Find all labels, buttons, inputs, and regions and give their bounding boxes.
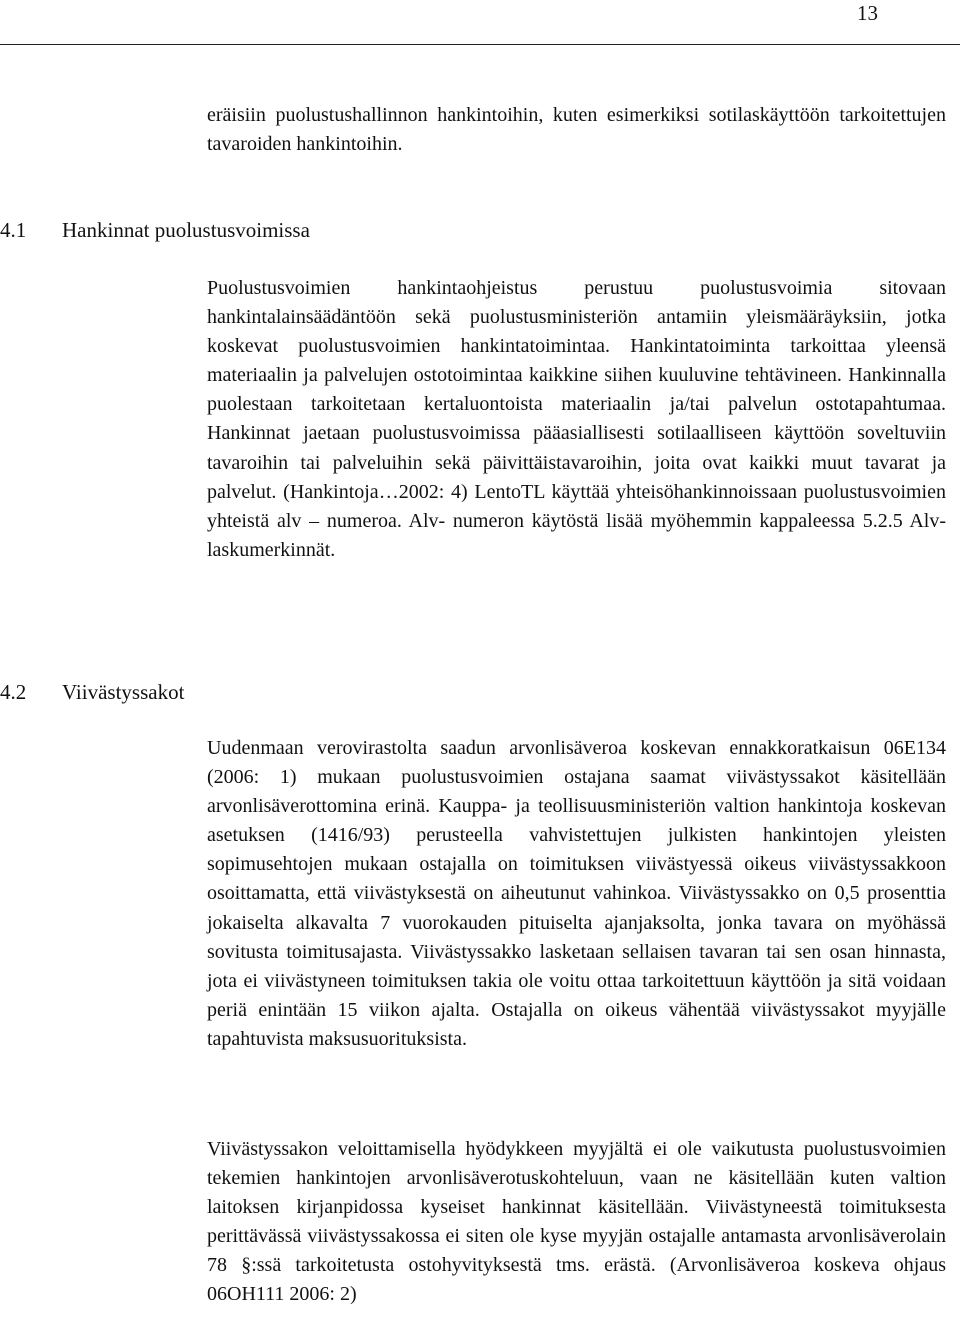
intro-paragraph: eräisiin puolustushallinnon hankintoihin, kuten esimerkiksi sotilaskäyttöön tarkoitettujen tavaroiden hankintoihin. <box>207 104 946 156</box>
section-title: Hankinnat puolustusvoimissa <box>62 218 310 242</box>
section-4-1-paragraph: Puolustusvoimien hankintaohjeistus perustuu puolustusvoimia sitovaan hankintalainsäädäntöön sekä puolustusministeriön antamiin yleismääräyksiin, jotka koskevat puolustusvoimien hankintatoimintaa. Hankintatoiminta tarkoittaa yleensä materiaalin ja palvelujen ostotoimintaa kaikkine siihen kuuluvine tehtävineen. Hankinnalla puolestaan tarkoitetaan kertaluontoista materiaalin ja/tai palvelun ostotapahtumaa. Hankinnat jaetaan puolustusvoimissa pääasiallisesti sotilaalliseen käyttöön soveltuviin tavaroihin tai palveluihin sekä päivittäistavaroihin, joita ovat kaikki muut tavarat ja palvelut. (Hankintoja…2002: 4) LentoTL käyttää yhteisöhankinnoissaan puolustusvoimien yhteistä alv – numeroa. Alv- numeron käytöstä lisää myöhemmin kappaleessa 5.2.5 Alv- laskumerkinnät. <box>207 277 946 561</box>
section-number: 4.1 <box>0 218 27 242</box>
page-number: 13 <box>857 1 878 25</box>
header-rule <box>0 44 960 45</box>
section-title: Viivästyssakot <box>62 680 185 704</box>
section-heading-4-2 <box>0 678 184 706</box>
section-number: 4.2 <box>0 680 27 704</box>
section-4-2-paragraph-2: Viivästyssakon veloittamisella hyödykkeen myyjältä ei ole vaikutusta puolustusvoimien tekemien hankintojen arvonlisäverotuskohteluun, vaan ne käsitellään kuten valtion laitoksen kirjanpidossa kyseiset hankinnat käsitellään. Viivästyneestä toimituksesta perittävässä viivästyssakossa ei siten ole kyse myyjän ostajalle antamasta arvonlisäverolain 78 §:ssä tarkoitetusta ostohyvityksestä tms. erästä. (Arvonlisäveroa koskeva ohjaus 06OH111 2006: 2) <box>207 1138 946 1306</box>
section-4-2-paragraph-1: Uudenmaan verovirastolta saadun arvonlisäveroa koskevan ennakkoratkaisun 06E134 (2006: 1) mukaan puolustusvoimien ostajana saamat viivästyssakot käsitellään arvonlisäverottomina erinä. Kauppa- ja teollisuusministeriön valtion hankintoja koskevan asetuksen (1416/93) perusteella vahvistettujen julkisten hankintojen yleisten sopimusehtojen mukaan ostajalla on toimituksen viivästyessä oikeus viivästyssakkoon osoittamatta, että viivästyksestä on aiheutunut vahinkoa. Viivästyssakko on 0,5 prosenttia jokaiselta alkavalta 7 vuorokauden pituiselta ajanjaksolta, jonka tavara on myöhässä sovitusta toimitusajasta. Viivästyssakko lasketaan sellaisen tavaran tai sen osan hinnasta, jota ei viivästyneen toimituksen takia ole voitu ottaa tarkoitettuun käyttöön ja sitä voidaan periä enintään 15 viikon ajalta. Ostajalla on oikeus vähentää viivästyssakot myyjälle tapahtuvista maksusuorituksista. <box>207 737 946 1050</box>
section-heading-4-1 <box>0 216 310 244</box>
